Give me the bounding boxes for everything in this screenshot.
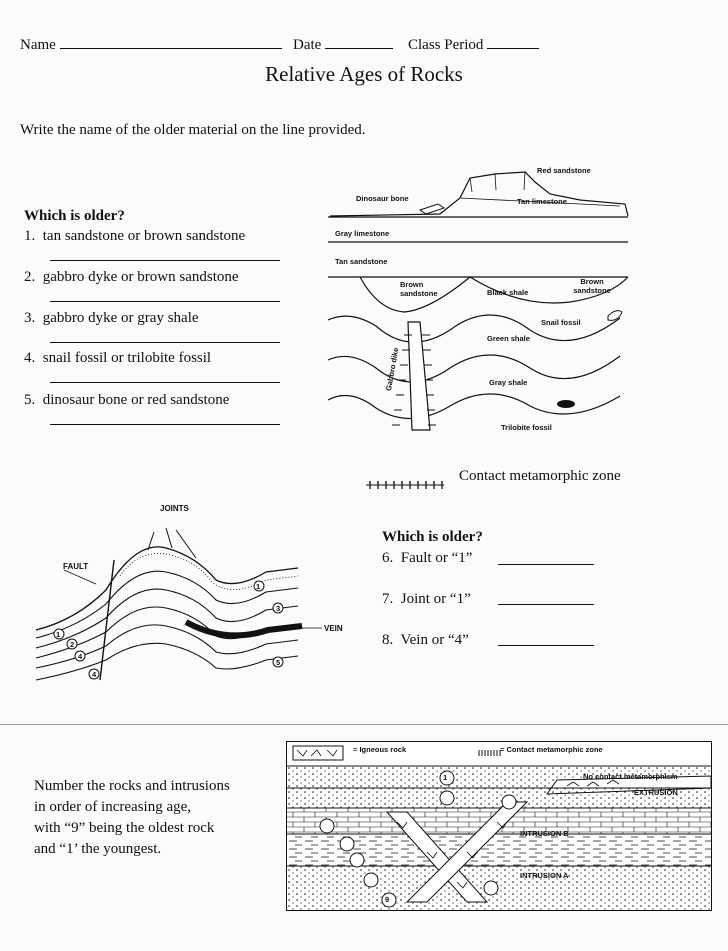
instruction-text: Write the name of the older material on the line provided.: [20, 122, 366, 138]
label-gray-shale: Gray shale: [489, 378, 528, 387]
label-gabbro-dike: Gabbro dike: [384, 346, 401, 392]
fold-number-4b: 4: [92, 670, 97, 679]
answer-line-7[interactable]: [498, 604, 594, 605]
label-vein: VEIN: [324, 624, 343, 633]
question-3: 3. gabbro dyke or gray shale: [24, 310, 199, 326]
label-snail-fossil: Snail fossil: [541, 318, 581, 327]
question-2: 2. gabbro dyke or brown sandstone: [24, 269, 239, 285]
legend-igneous-rock: = Igneous rock: [353, 745, 407, 754]
label-gray-limestone: Gray limestone: [335, 229, 390, 238]
question-4: 4. snail fossil or trilobite fossil: [24, 350, 212, 366]
rock-sequence-diagram: [286, 741, 712, 911]
section3-instructions: Number the rocks and intrusions in order of increasing age, with “9” being the oldest rock and “1’ the youngest.: [34, 778, 230, 857]
page-title: Relative Ages of Rocks: [265, 62, 463, 86]
fault-fold-diagram: [36, 520, 306, 685]
label-no-contact-metamorphism: No contact metamorphism: [583, 772, 678, 781]
label-intrusion-a: INTRUSION A: [520, 871, 569, 880]
class-period-blank[interactable]: [487, 34, 539, 49]
label-intrusion-b: INTRUSION B: [520, 829, 569, 838]
class-period-label: Class Period: [408, 37, 484, 53]
answer-line-5[interactable]: [50, 424, 280, 425]
label-joints: JOINTS: [160, 504, 189, 513]
label-brown-sandstone-left: Brown sandstone: [400, 280, 438, 298]
answer-line-8[interactable]: [498, 645, 594, 646]
question-5: 5. dinosaur bone or red sandstone: [24, 392, 230, 408]
label-red-sandstone: Red sandstone: [537, 166, 591, 175]
label-trilobite-fossil: Trilobite fossil: [501, 423, 552, 432]
label-extrusion: EXTRUSION: [634, 788, 678, 797]
answer-line-6[interactable]: [498, 564, 594, 565]
date-label: Date: [293, 37, 322, 53]
question-6: 6. Fault or “1”: [382, 550, 473, 566]
section-divider: [0, 724, 728, 725]
label-green-shale: Green shale: [487, 334, 530, 343]
answer-line-4[interactable]: [50, 382, 280, 383]
label-black-shale: Black shale: [487, 288, 529, 297]
label-tan-sandstone: Tan sandstone: [335, 257, 388, 266]
date-blank[interactable]: [325, 34, 393, 49]
fold-number-2: 2: [70, 640, 75, 649]
question-1: 1. tan sandstone or brown sandstone: [24, 228, 246, 244]
class-period-field[interactable]: [408, 34, 539, 54]
answer-line-2[interactable]: [50, 301, 280, 302]
label-brown-sandstone-right: Brown sandstone: [573, 277, 611, 295]
section2-heading: Which is older?: [382, 529, 483, 545]
label-fault: FAULT: [63, 562, 89, 571]
name-blank[interactable]: [60, 34, 282, 49]
section1-heading: Which is older?: [24, 208, 125, 224]
fold-number-1b: 1: [256, 582, 261, 591]
fold-number-4a: 4: [78, 652, 83, 661]
answer-line-3[interactable]: [50, 342, 280, 343]
label-tan-limestone: Tan limestone: [517, 197, 567, 206]
date-field[interactable]: [293, 34, 393, 54]
name-label: Name: [20, 37, 56, 53]
answer-line-1[interactable]: [50, 260, 280, 261]
legend-contact-metamorphic: Contact metamorphic zone: [459, 468, 621, 484]
name-field[interactable]: [20, 34, 282, 54]
contact-zone-symbol: [366, 478, 446, 492]
question-8: 8. Vein or “4”: [382, 632, 469, 648]
fold-number-5: 5: [276, 658, 281, 667]
question-7: 7. Joint or “1”: [382, 591, 471, 607]
legend-contact-zone: = Contact metamorphic zone: [500, 745, 603, 754]
fold-number-1a: 1: [56, 630, 61, 639]
circle-label-9: 9: [385, 895, 390, 904]
circle-label-1: 1: [443, 773, 448, 782]
label-dinosaur-bone: Dinosaur bone: [356, 194, 409, 203]
fold-number-3: 3: [276, 604, 281, 613]
